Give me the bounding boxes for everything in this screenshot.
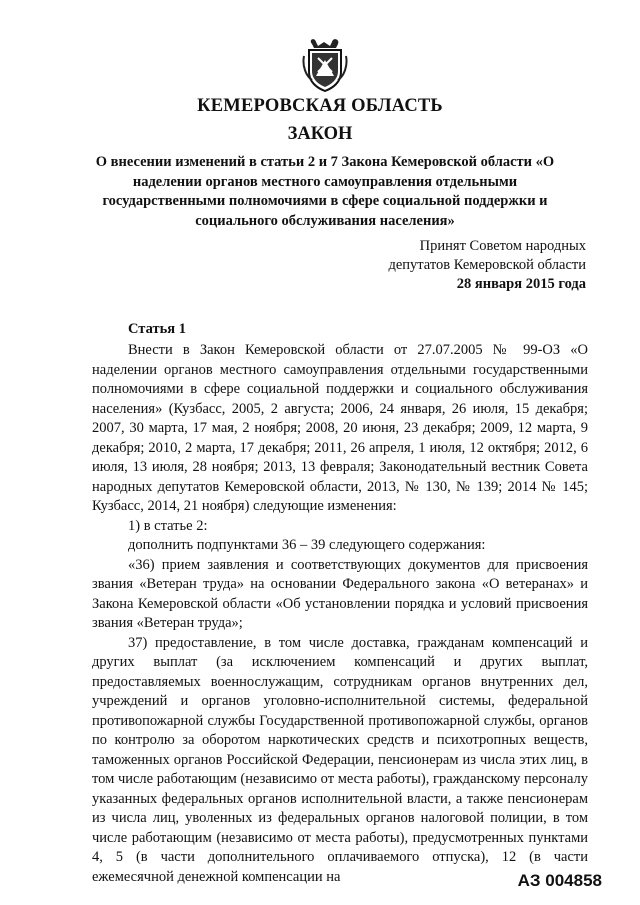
article-paragraph: 1) в статье 2: [128,517,208,534]
coat-of-arms-emblem [302,36,348,92]
adoption-date: 28 января 2015 года [456,276,586,292]
serial-number: АЗ 004858 [517,871,602,890]
adoption-block [388,237,586,294]
adoption-line-1: Принят Советом народных [419,238,586,254]
article-title: Статья 1 [128,321,186,337]
law-subject-title: О внесении изменений в статьи 2 и 7 Закона Кемеровской области «О наделении органов местного самоуправления отдельными государственными полномочиями в сфере социальной поддержки и социального обслуживания населения» [95,154,555,229]
article-paragraph: 37) предоставление, в том числе доставка, гражданам компенсаций и других выплат (за исключением компенсаций и других выплат, предоставляемых военнослужащим, сотрудникам органов внутренних дел, учреждений и органов уголовно-исполнительной системы, федеральной противопожарной службы Государственной противопожарной службы, органов по контролю за оборотом наркотических средств и психотропных веществ, таможенных органов Российской Федерации, пенсионерам из числа этих лиц, в том числе работающим (независимо от места работы), гражданскому персоналу указанных федеральных органов исполнительной власти, а также пенсионерам из числа лиц, уволенных из федеральных органов налоговой полиции, в том числе работающим (независимо от места работы), предусмотренных пунктами 4, 5 (в части дополнительного оплачиваемого отпуска), 12 (в части ежемесячной денежной компенсации на [92,634,588,885]
article-body [92,341,588,887]
adoption-line-2: депутатов Кемеровской области [388,257,586,273]
article-paragraph: дополнить подпунктами 36 – 39 следующего содержания: [128,537,486,553]
document-type-heading: ЗАКОН [287,124,353,144]
region-heading: КЕМЕРОВСКАЯ ОБЛАСТЬ [197,96,443,116]
article-paragraph: Внести в Закон Кемеровской области от 27.07.2005 № 99-ОЗ «О наделении органов местного самоуправления отдельными государственными полномочиями в сфере социальной поддержки и социального обслуживания населения» (Кузбасс, 2005, 2 августа; 2006, 24 января, 26 июля, 15 декабря; 2007, 30 марта, 17 мая, 2 ноября; 2008, 20 июня, 23 декабря; 2009, 12 марта, 9 декабря; 2010, 2 марта, 17 декабря; 2011, 26 апреля, 1 июля, 12 октября; 2012, 6 июля, 13 июля, 28 ноября; 2013, 13 февраля; Законодательный вестник Совета народных депутатов Кемеровской области, 2013, № 130, № 139; 2014 № 145; Кузбасс, 2014, 21 ноября) следующие изменения: [92,342,588,514]
article-paragraph: «36) прием заявления и соответствующих документов для присвоения звания «Ветеран труда» на основании Федерального закона «О ветеранах» и Закона Кемеровской области «Об установлении порядка и условий присвоения звания «Ветеран труда»; [92,556,588,631]
